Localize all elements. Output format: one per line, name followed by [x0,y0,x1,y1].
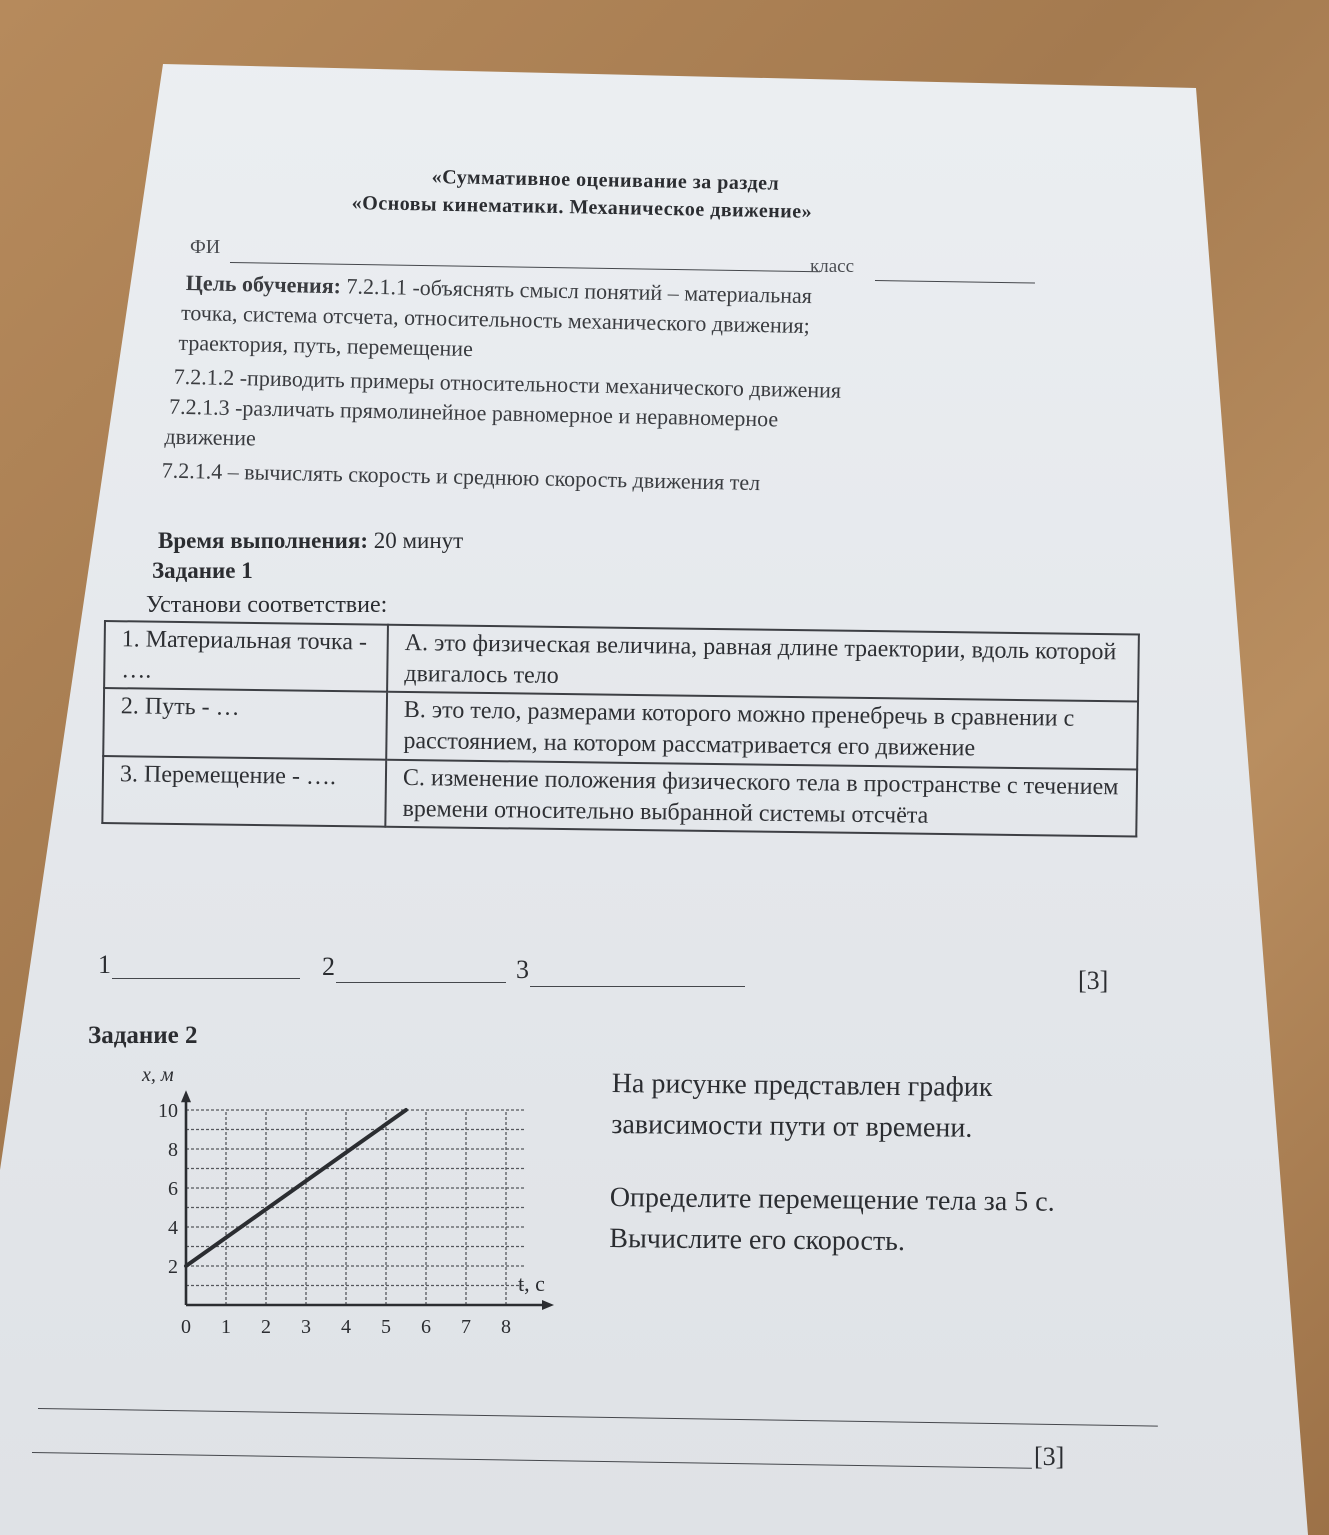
task1-title: Задание 1 [152,558,253,583]
x-tick-label: 6 [421,1316,431,1338]
x-tick-label: 1 [221,1316,231,1338]
y-tick-label: 4 [168,1217,178,1239]
x-tick-label: 2 [261,1316,271,1338]
term-cell: 3. Перемещение - …. [102,756,386,827]
y-tick-label: 10 [158,1100,178,1122]
x-axis-arrow [542,1300,554,1310]
task1-instruction: Установи соответствие: [146,592,388,618]
graph-tick-labels [158,1100,511,1338]
header-line-2: «Основы кинематики. Механическое движение» [351,192,813,223]
x-tick-label: 5 [381,1316,391,1338]
term-cell: 1. Материальная точка - …. [104,621,388,692]
graph-axes [181,1090,554,1310]
x-tick-label: 3 [301,1316,311,1338]
y-tick-label: 8 [168,1139,178,1161]
goal-line-5: 7.2.1.3 -различать прямолинейное равномерное и неравномерное [168,393,779,432]
answer-line-3[interactable] [530,986,745,987]
goal-line-1: 7.2.1.1 -объяснять смысл понятий – материальная [346,273,813,309]
answer-label-1: 1 [98,950,111,979]
definition-cell: В. это тело, размерами которого можно пренебречь в сравнении с расстоянием, на котором рассматривается его движение [386,692,1138,769]
task1-score: [3] [1078,966,1109,995]
time-value: 20 минут [373,528,464,553]
task2-title: Задание 2 [88,1022,198,1049]
goal-line-4: 7.2.1.2 -приводить примеры относительности механического движения [173,363,842,403]
matching-table [101,620,1140,838]
answer-line-2[interactable] [336,982,506,983]
goal-line-3: траектория, путь, перемещение [178,329,474,362]
graph-grid [186,1110,526,1305]
task2-text-1-content: На рисунке представлен график зависимости пути от времени. [611,1067,993,1144]
y-axis-arrow [181,1090,191,1102]
task2-score: [3] [1034,1442,1065,1471]
time-label: Время выполнения: [158,528,368,553]
goal-line-2: точка, система отсчета, относительность механического движения; [180,299,811,339]
x-axis-label: t, с [518,1271,545,1296]
term-cell: 2. Путь - … [103,688,387,759]
goal-line-7: 7.2.1.4 – вычислять скорость и среднюю скорость движения тел [161,457,761,496]
answer-label-2: 2 [322,952,335,981]
time-row [158,528,463,554]
x-tick-label: 4 [341,1316,351,1338]
goal-label: Цель обучения: [185,270,342,299]
class-label: класс [810,256,855,277]
y-tick-label: 2 [168,1256,178,1278]
task2-text-1 [611,1064,1132,1151]
distance-time-graph [120,1055,580,1355]
answer-line-1[interactable] [112,978,300,979]
task2-text-2-content: Определите перемещение тела за 5 с. Вычислите его скорость. [609,1181,1055,1257]
x-tick-label: 8 [501,1316,511,1338]
table-row [102,756,1137,837]
x-tick-label: 7 [461,1316,471,1338]
definition-cell: С. изменение положения физического тела в пространстве с течением времени относительно выбранной системы отсчёта [385,760,1137,837]
definition-cell: А. это физическая величина, равная длине траектории, вдоль которой двигалось тело [387,625,1139,702]
y-tick-label: 6 [168,1178,178,1200]
answer-label-3: 3 [516,955,529,984]
y-axis-label: x, м [142,1064,174,1086]
goal-line-6: движение [164,423,257,451]
header-line-1: «Суммативное оценивание за раздел [431,166,780,195]
x-tick-label: 0 [181,1316,191,1338]
fi-label: ФИ [190,236,221,258]
task2-text-2 [609,1178,1150,1265]
